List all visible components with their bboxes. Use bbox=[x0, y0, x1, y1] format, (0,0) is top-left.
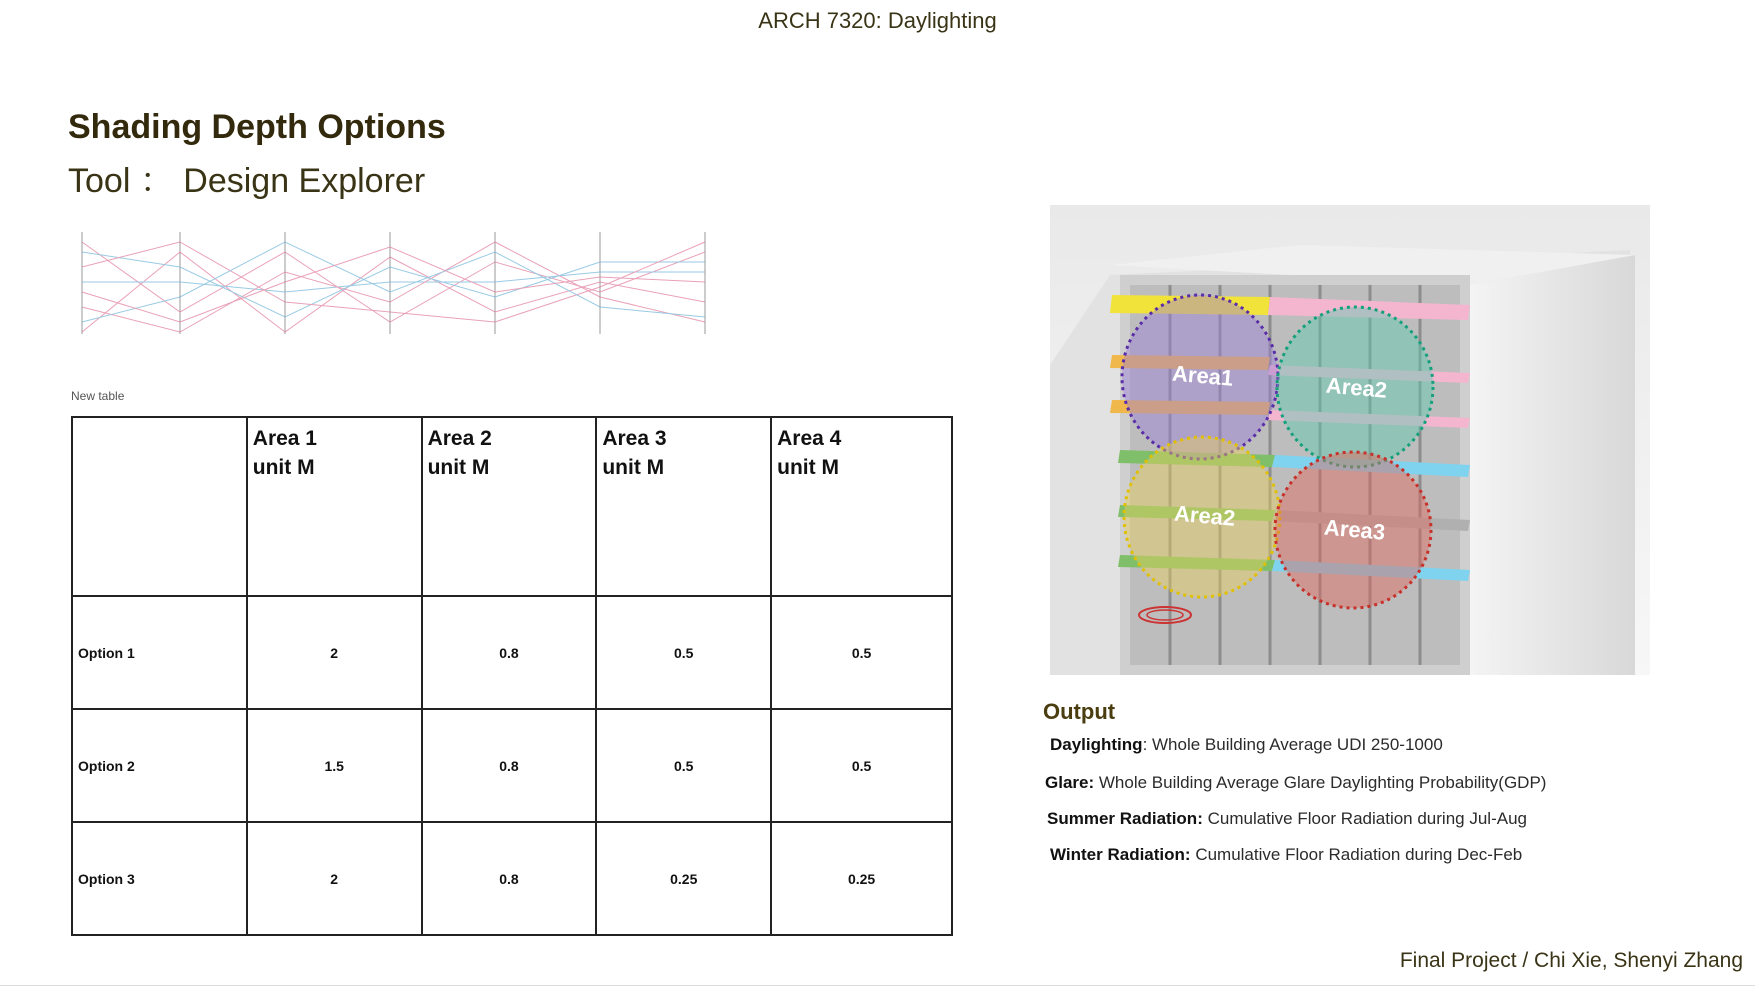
header-cell-area-2 bbox=[422, 417, 597, 596]
header-cell-area-1 bbox=[247, 417, 422, 596]
page-title: Shading Depth Options bbox=[68, 108, 446, 146]
row-label: Option 2 bbox=[72, 709, 247, 822]
output-label: Daylighting bbox=[1050, 735, 1143, 754]
building-render-image bbox=[1050, 205, 1660, 680]
output-separator: : bbox=[1142, 735, 1153, 754]
header-label: Area 4 bbox=[777, 427, 842, 450]
row-label: Option 3 bbox=[72, 822, 247, 935]
table-cell: 0.8 bbox=[422, 596, 597, 709]
row-label: Option 1 bbox=[72, 596, 247, 709]
output-label: Summer Radiation: bbox=[1047, 809, 1203, 828]
header-unit: unit M bbox=[427, 456, 490, 479]
course-title: ARCH 7320: Daylighting bbox=[758, 8, 997, 33]
page-subtitle: Tool ： Design Explorer bbox=[68, 162, 426, 200]
bottom-divider bbox=[0, 985, 1755, 986]
table-cell: 1.5 bbox=[247, 709, 422, 822]
footer-credits: Final Project / Chi Xie, Shenyi Zhang bbox=[1399, 949, 1743, 972]
header-cell-corner bbox=[72, 417, 247, 596]
table-cell: 2 bbox=[247, 596, 422, 709]
output-item-daylighting bbox=[1050, 735, 1443, 755]
output-text: Cumulative Floor Radiation during Jul-Aug bbox=[1207, 809, 1527, 828]
table-cell: 0.8 bbox=[422, 822, 597, 935]
table-cell: 0.5 bbox=[596, 709, 771, 822]
header-label: Area 2 bbox=[427, 427, 492, 450]
output-text: Whole Building Average Glare Daylighting Probability(GDP) bbox=[1098, 773, 1547, 792]
parallel-coordinates-graphic bbox=[60, 222, 730, 342]
output-item-winter-radiation bbox=[1050, 845, 1522, 865]
output-text: Cumulative Floor Radiation during Dec-Feb bbox=[1195, 845, 1523, 864]
header-label: Area 1 bbox=[252, 427, 317, 450]
header-cell-area-3 bbox=[596, 417, 771, 596]
table-cell: 0.25 bbox=[771, 822, 952, 935]
table-cell: 0.25 bbox=[596, 822, 771, 935]
parallel-coordinates-thumbnail bbox=[60, 222, 730, 342]
area-label: Area3 bbox=[1323, 514, 1387, 545]
header-unit: unit M bbox=[252, 456, 315, 479]
shading-options-table bbox=[71, 416, 953, 936]
header-cell-area-4 bbox=[771, 417, 952, 596]
output-item-summer-radiation bbox=[1047, 809, 1527, 829]
header-unit: unit M bbox=[777, 456, 839, 479]
table-cell: 0.8 bbox=[422, 709, 597, 822]
output-label: Glare: bbox=[1045, 773, 1095, 792]
table-cell: 2 bbox=[247, 822, 422, 935]
table-cell: 0.5 bbox=[596, 596, 771, 709]
output-item-glare bbox=[1045, 773, 1546, 793]
output-label: Winter Radiation: bbox=[1050, 845, 1191, 864]
area-label: Area1 bbox=[1171, 360, 1235, 391]
output-heading: Output bbox=[1043, 699, 1116, 724]
table-row bbox=[72, 596, 952, 709]
table-header-row bbox=[72, 417, 952, 596]
table-row bbox=[72, 822, 952, 935]
table-cell: 0.5 bbox=[771, 709, 952, 822]
table-row bbox=[72, 709, 952, 822]
building-illustration bbox=[1050, 205, 1660, 680]
table-cell: 0.5 bbox=[771, 596, 952, 709]
header-label: Area 3 bbox=[602, 427, 667, 450]
area-label: Area2 bbox=[1324, 372, 1389, 403]
header-unit: unit M bbox=[602, 456, 665, 479]
output-text: Whole Building Average UDI 250-1000 bbox=[1152, 735, 1443, 754]
area-label: Area2 bbox=[1173, 500, 1237, 531]
table-caption: New table bbox=[71, 389, 125, 403]
